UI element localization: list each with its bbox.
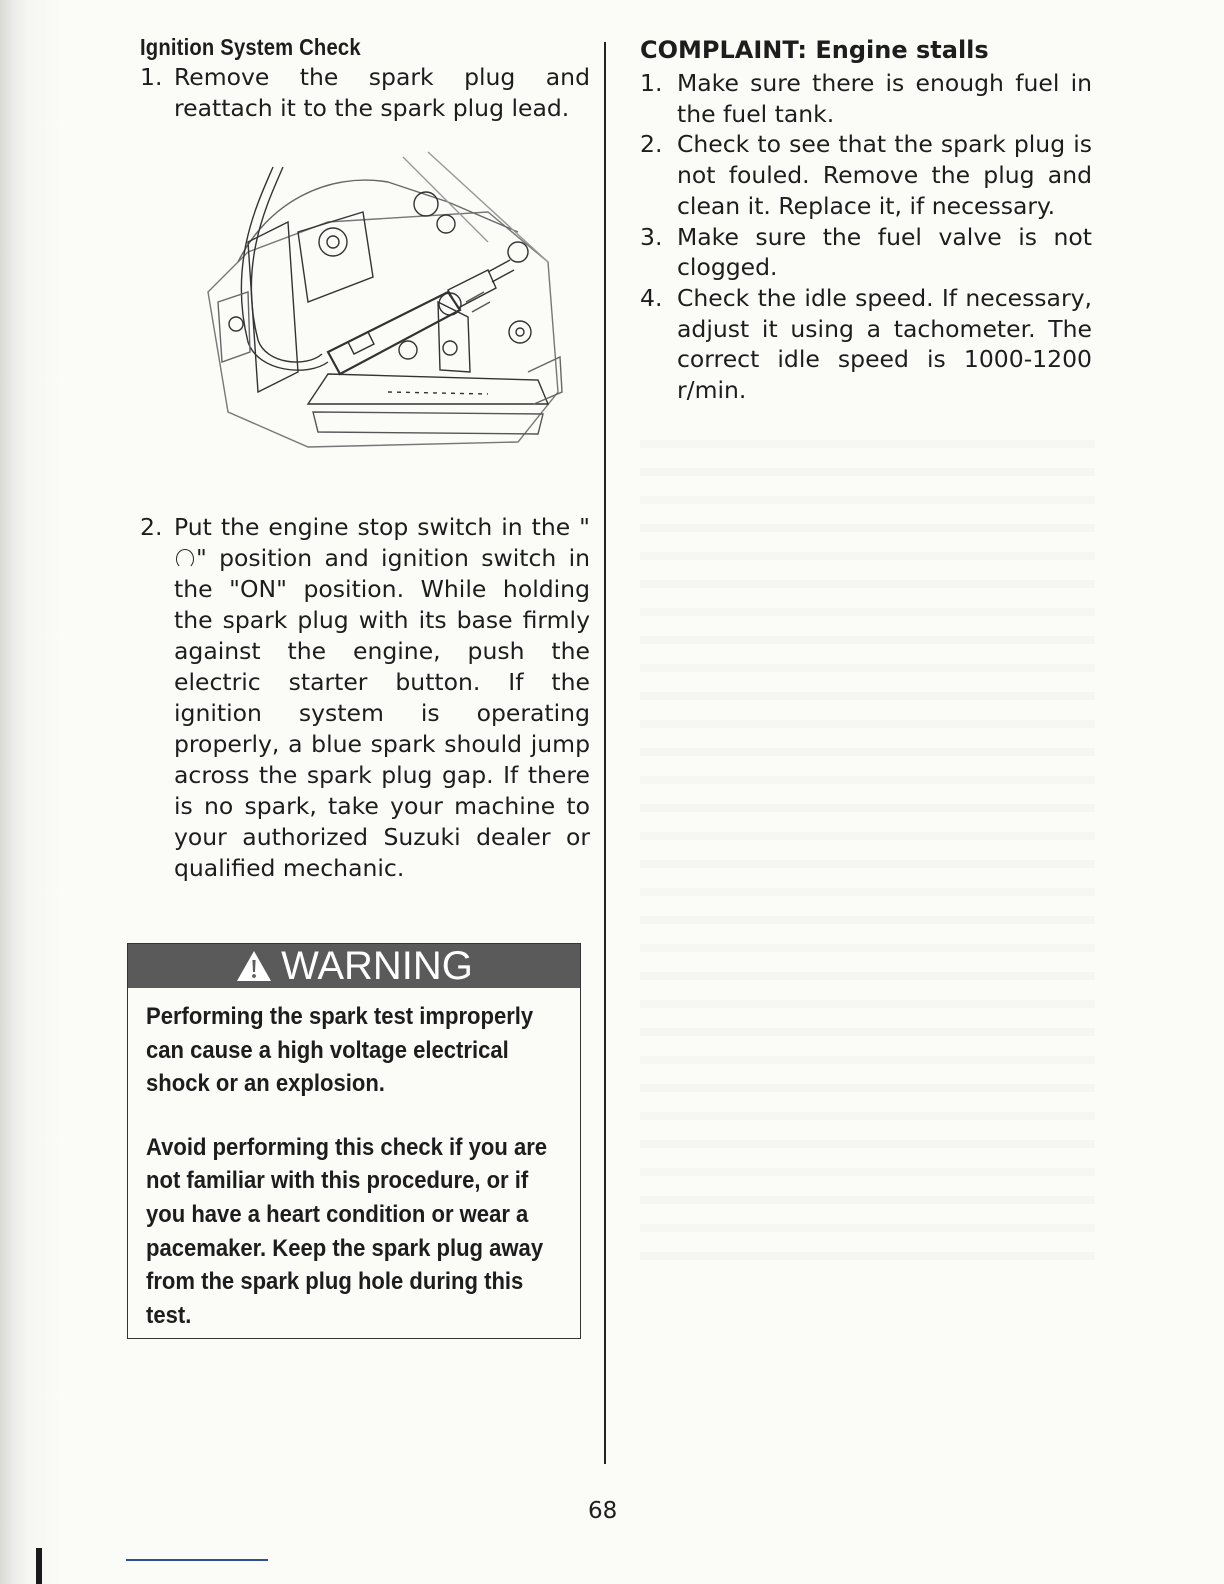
step-number: 1. <box>140 63 163 91</box>
warning-paragraph: Performing the spark test improperly can cause a high voltage electrical shock or an explosion. <box>146 1003 534 1098</box>
section-heading: Ignition System Check <box>140 34 361 60</box>
step-text <box>174 512 590 884</box>
step-text: Check to see that the spark plug is not fouled. Remove the plug and clean it. Replace it, if necessary. <box>677 130 1092 220</box>
warning-title: WARNING <box>281 943 473 988</box>
engine-diagram <box>188 142 568 462</box>
step-number: 2. <box>140 513 163 541</box>
page-binding-shadow <box>0 0 60 1584</box>
step-number: 4. <box>640 283 663 312</box>
warning-paragraph: Avoid performing this check if you are not familiar with this procedure, or if you have a heart condition or wear a pacemaker. Keep the spark plug away from the spark plug hole during this test. <box>146 1133 548 1329</box>
warning-triangle-icon <box>235 949 273 983</box>
list-item <box>640 68 1092 129</box>
list-item <box>140 512 590 884</box>
right-column <box>640 36 1092 406</box>
step-text: Check the idle speed. If necessary, adjust it using a tachometer. The correct idle speed is 1000-1200 r/min. <box>677 283 1092 405</box>
warning-header <box>128 944 580 988</box>
list-item <box>640 222 1092 283</box>
step-text-part: " position and ignition switch in the "ON" position. While holding the spark plug with its base firmly against the engine, push the electric starter button. If the ignition system is operating properly, a blue spark should jump across the spark plug gap. If there is no spark, take your machine to your authorized Suzuki dealer or qualified mechanic. <box>174 544 590 882</box>
warning-box <box>127 943 581 1339</box>
engine-stop-icon <box>176 549 194 569</box>
step-text-part: Put the engine stop switch in the " <box>174 513 590 541</box>
step-number: 2. <box>640 130 663 159</box>
show-through-texture <box>640 420 1095 1260</box>
list-item <box>140 62 590 124</box>
list-item <box>640 129 1092 221</box>
spark-plug-illustration <box>188 142 568 462</box>
step-text: Remove the spark plug and reattach it to the spark plug lead. <box>174 63 590 122</box>
binding-mark <box>36 1548 42 1584</box>
complaint-title: COMPLAINT: Engine stalls <box>640 36 989 64</box>
page-number: 68 <box>588 1498 618 1524</box>
step-number: 3. <box>640 222 663 251</box>
left-column <box>140 34 590 884</box>
step-text: Make sure there is enough fuel in the fuel tank. <box>677 69 1092 128</box>
list-item <box>640 283 1092 406</box>
footer-rule <box>126 1559 268 1561</box>
step-text: Make sure the fuel valve is not clogged. <box>677 222 1092 282</box>
column-divider <box>604 42 606 1464</box>
step-number: 1. <box>640 69 663 97</box>
warning-body <box>128 988 580 1332</box>
